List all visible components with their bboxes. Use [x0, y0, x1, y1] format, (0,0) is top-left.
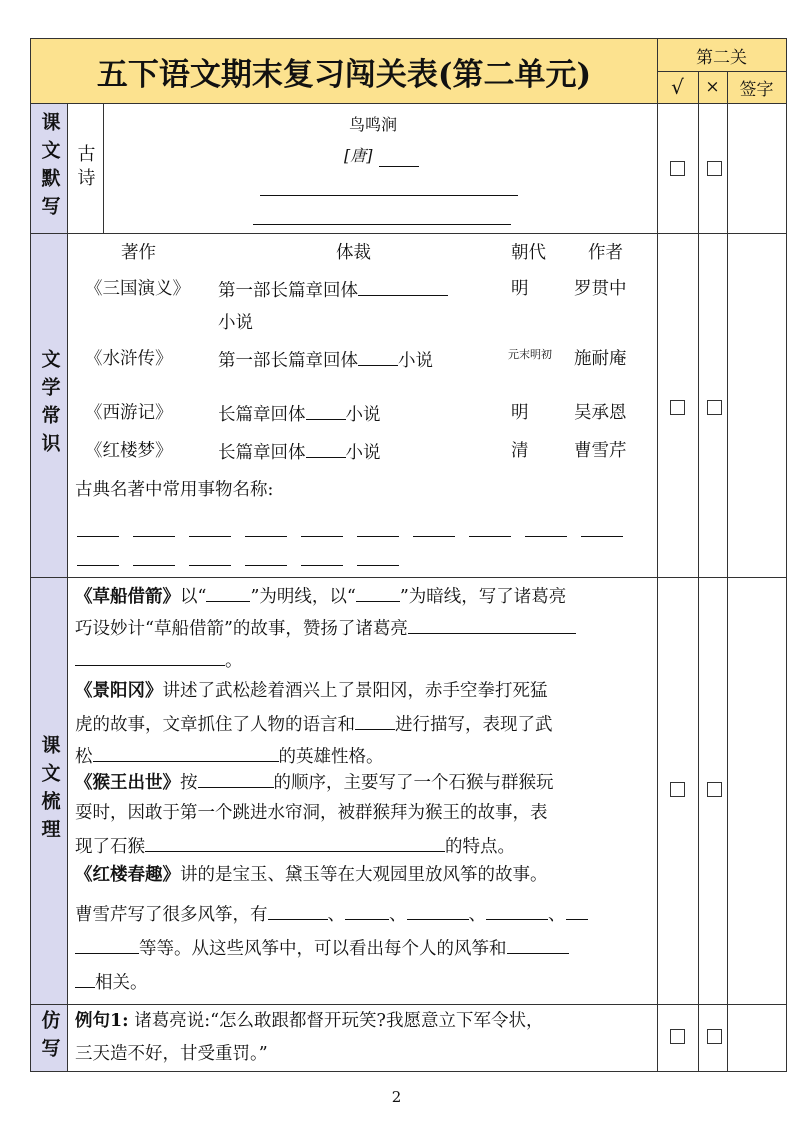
sign-header: 签字 [727, 71, 786, 103]
genre-blank[interactable] [358, 277, 448, 296]
text: 、 [389, 905, 407, 925]
text: 曹雪芹写了很多风筝，有 [75, 905, 268, 925]
section-label: 课文默写 [38, 112, 61, 224]
text: 以“ [180, 587, 207, 607]
name-blank[interactable] [301, 565, 343, 566]
page-title: 五下语文期末复习闯关表(第二单元) [31, 39, 657, 103]
review-para-2 [75, 679, 548, 703]
cross-box[interactable] [707, 161, 722, 176]
review-line [75, 647, 243, 673]
review-line [75, 833, 515, 859]
col-header-author: 作者 [588, 243, 623, 263]
name-blank[interactable] [189, 565, 231, 566]
check-box[interactable] [670, 161, 685, 176]
blank[interactable] [355, 711, 395, 730]
genre-suffix: 小说 [345, 443, 381, 463]
section-label: 文学常识 [38, 349, 61, 461]
text: 、 [548, 905, 566, 925]
section-recite [31, 103, 67, 233]
name-blank[interactable] [133, 536, 175, 537]
section-label: 课文梳理 [38, 734, 61, 847]
blank[interactable] [198, 769, 274, 788]
name-blank[interactable] [77, 565, 119, 566]
text: 相关。 [95, 973, 148, 993]
cross-box[interactable] [707, 1029, 722, 1044]
section-imitate [31, 1004, 67, 1071]
text: 诸葛亮说:“怎么敢跟都督开玩笑?我愿意立下军令状， [134, 1011, 544, 1031]
review-para-3 [75, 769, 554, 795]
names-label: 古典名著中常用事物名称: [75, 480, 274, 500]
genre-blank[interactable] [306, 439, 346, 458]
section-literature [31, 233, 67, 577]
check-box[interactable] [670, 1029, 685, 1044]
section-label: 仿写 [38, 1009, 61, 1066]
genre [218, 347, 433, 373]
col-header-work: 著作 [121, 243, 156, 263]
lesson-title: 《红楼春趣》 [75, 865, 180, 885]
level-label: 第二关 [657, 39, 786, 71]
text: 巧设妙计“草船借箭”的故事，赞扬了诸葛亮 [75, 619, 408, 639]
review-line [75, 935, 569, 961]
col-header-genre: 体裁 [336, 243, 371, 263]
example-line: 三天造不好，甘受重罚。” [75, 1044, 268, 1064]
name-blank[interactable] [413, 536, 455, 537]
blank[interactable] [486, 901, 548, 920]
name-blank[interactable] [245, 536, 287, 537]
poem-dynasty: [唐] [344, 146, 373, 165]
dynasty: 明 [511, 403, 529, 423]
cross-header: × [698, 71, 727, 103]
genre [218, 401, 381, 427]
blank[interactable] [407, 901, 469, 920]
genre-text: 第一部长篇章回体 [218, 281, 358, 301]
blank[interactable] [566, 901, 588, 920]
review-line [75, 743, 384, 769]
lesson-title: 《景阳冈》 [75, 681, 163, 701]
text: 按 [180, 773, 198, 793]
blank[interactable] [206, 583, 250, 602]
name-blank[interactable] [469, 536, 511, 537]
check-box[interactable] [670, 400, 685, 415]
text: 、 [468, 905, 486, 925]
name-blank[interactable] [301, 536, 343, 537]
text: 松 [75, 747, 93, 767]
dynasty: 清 [511, 441, 529, 461]
poem-title: 鸟鸣涧 [349, 115, 398, 134]
genre-text: 长篇章回体 [218, 405, 306, 425]
poem-type-label: 古诗 [74, 144, 96, 192]
genre-blank[interactable] [306, 401, 346, 420]
text: 的英雄性格。 [278, 747, 384, 767]
name-blank[interactable] [133, 565, 175, 566]
review-line: 耍时，因敢于第一个跳进水帘洞，被群猴拜为猴王的故事，表 [75, 803, 548, 823]
blank[interactable] [75, 647, 225, 666]
review-line [75, 901, 588, 927]
review-para-1 [75, 583, 566, 609]
text: ”为明线，以“ [250, 587, 356, 607]
text: 讲的是宝玉、黛玉等在大观园里放风筝的故事。 [180, 865, 548, 885]
blank[interactable] [507, 935, 569, 954]
genre-blank[interactable] [358, 347, 398, 366]
col-header-dynasty: 朝代 [511, 243, 546, 263]
cross-box[interactable] [707, 400, 722, 415]
name-blank[interactable] [245, 565, 287, 566]
lesson-title: 《猴王出世》 [75, 773, 180, 793]
genre-text: 第一部长篇章回体 [218, 351, 358, 371]
genre-suffix: 小说 [398, 351, 433, 371]
text: 的特点。 [445, 837, 515, 857]
genre-suffix: 小说 [345, 405, 381, 425]
poem-blank[interactable] [260, 195, 518, 196]
page-number: 2 [391, 1088, 402, 1106]
text: 虎的故事，文章抓住了人物的语言和 [75, 715, 355, 735]
work-title: 《西游记》 [85, 403, 173, 423]
lesson-title: 《草船借箭》 [75, 587, 180, 607]
poem-type [67, 103, 103, 233]
check-header: √ [657, 71, 698, 103]
dynasty: 明 [511, 279, 529, 299]
text: 讲述了武松趁着酒兴上了景阳冈，赤手空拳打死猛 [162, 681, 548, 701]
blank[interactable] [75, 935, 139, 954]
text: 、 [327, 905, 345, 925]
example-sentence [75, 1009, 543, 1033]
name-blank[interactable] [77, 536, 119, 537]
review-line [75, 711, 553, 737]
author: 施耐庵 [574, 349, 627, 369]
text: ”为暗线，写了诸葛亮 [399, 587, 567, 607]
name-blank[interactable] [525, 536, 567, 537]
genre [218, 439, 381, 465]
blank[interactable] [145, 833, 445, 852]
review-para-4 [75, 863, 548, 887]
blank[interactable] [93, 743, 279, 762]
author-blank[interactable] [379, 166, 419, 167]
name-blank[interactable] [189, 536, 231, 537]
blank[interactable] [268, 901, 328, 920]
text: 等等。从这些风筝中，可以看出每个人的风筝和 [139, 939, 507, 959]
genre-suffix: 小说 [218, 313, 253, 333]
work-title: 《三国演义》 [85, 279, 190, 299]
author: 罗贯中 [574, 279, 627, 299]
blank[interactable] [356, 583, 400, 602]
author: 曹雪芹 [574, 441, 627, 461]
name-blank[interactable] [581, 536, 623, 537]
blank[interactable] [75, 969, 95, 988]
cross-box[interactable] [707, 782, 722, 797]
example-label: 例句1: [75, 1011, 129, 1031]
work-title: 《水浒传》 [85, 349, 173, 369]
name-blank[interactable] [357, 536, 399, 537]
dynasty: 元末明初 [508, 348, 552, 361]
name-blank[interactable] [357, 565, 399, 566]
section-review [31, 577, 67, 1004]
genre [218, 277, 448, 303]
text: 现了石猴 [75, 837, 145, 857]
genre-text: 长篇章回体 [218, 443, 306, 463]
text: 的顺序，主要写了一个石猴与群猴玩 [273, 773, 554, 793]
blank[interactable] [408, 615, 576, 634]
work-title: 《红楼梦》 [85, 441, 173, 461]
review-line [75, 615, 576, 641]
review-line [75, 969, 148, 995]
poem-blank[interactable] [253, 224, 511, 225]
blank[interactable] [345, 901, 389, 920]
text: 。 [225, 651, 243, 671]
review-table [30, 38, 787, 1072]
check-box[interactable] [670, 782, 685, 797]
author: 吴承恩 [574, 403, 627, 423]
text: 进行描写，表现了武 [395, 715, 553, 735]
